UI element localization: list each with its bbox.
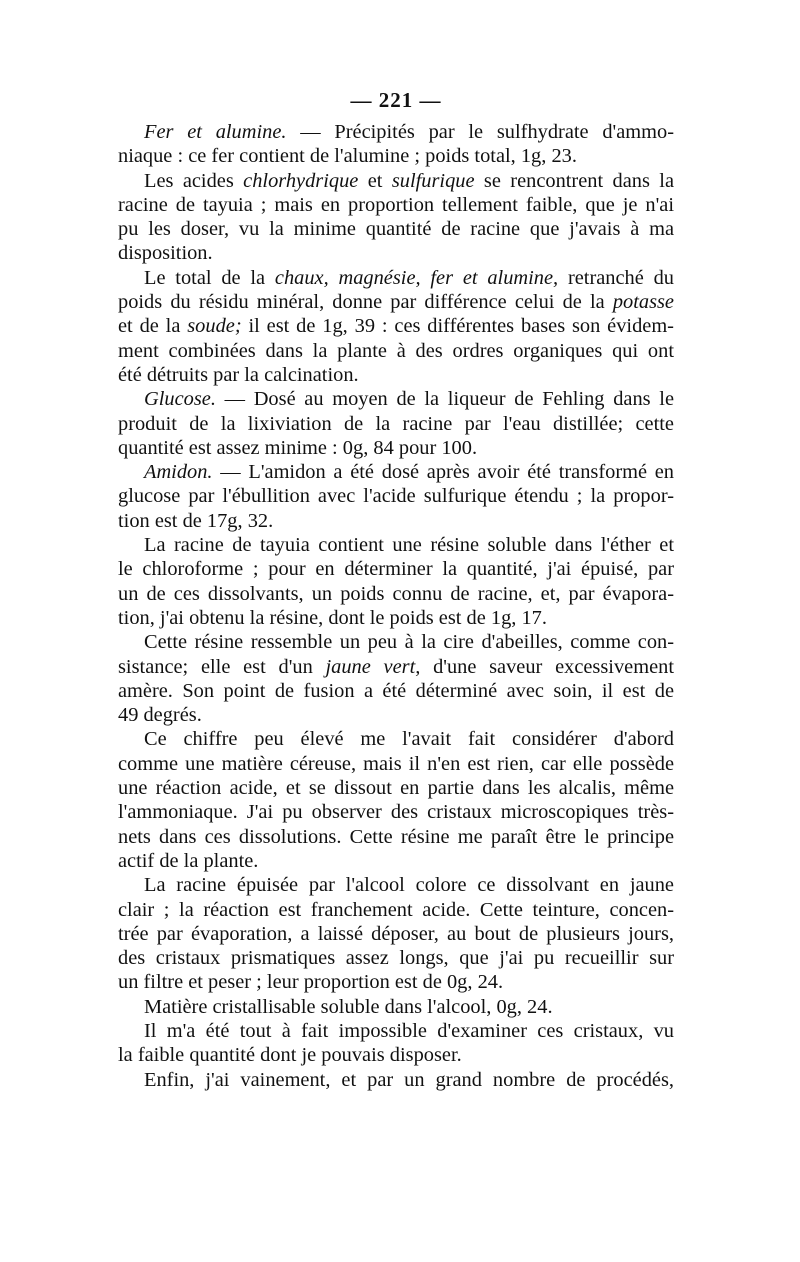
text-line <box>118 679 674 703</box>
text-line <box>118 557 674 581</box>
text-segment: Ce chiffre peu élevé me l'avait fait considérer d'abord <box>144 728 674 751</box>
text-line <box>118 946 674 970</box>
text-segment: l'ammoniaque. J'ai pu observer des cristaux microscopiques très- <box>118 801 674 824</box>
text-line <box>118 873 674 897</box>
text-line <box>118 995 674 1019</box>
text-line <box>118 970 674 994</box>
text-segment: il est de 1g, 39 : ces différentes bases son évidem- <box>241 315 674 338</box>
text-segment: racine de tayuia ; mais en proportion tellement faible, que je n'ai <box>118 193 674 216</box>
text-segment: été détruits par la calcination. <box>118 363 359 386</box>
page-number: — 221 — <box>350 88 442 112</box>
text-segment: quantité est assez minime : 0g, 84 pour 100. <box>118 436 478 459</box>
text-line <box>118 703 674 727</box>
italic-text: chaux, magnésie, fer et alumine, <box>274 266 559 289</box>
text-segment: amère. Son point de fusion a été déterminé avec soin, il est de <box>118 679 674 702</box>
text-segment: niaque : ce fer contient de l'alumine ; poids total, 1g, 23. <box>118 145 577 168</box>
text-line <box>118 339 674 363</box>
text-segment: glucose par l'ébullition avec l'acide sulfurique étendu ; la propor- <box>118 485 674 508</box>
text-segment: disposition. <box>118 242 213 265</box>
text-segment: la faible quantité dont je pouvais disposer. <box>118 1044 462 1067</box>
text-segment: tion est de 17g, 32. <box>118 509 274 532</box>
text-segment: se rencontrent dans la <box>474 169 674 192</box>
text-segment: Matière cristallisable soluble dans l'alcool, 0g, 24. <box>144 995 553 1018</box>
text-segment: Il m'a été tout à fait impossible d'examiner ces cristaux, vu <box>144 1019 674 1042</box>
text-line <box>118 484 674 508</box>
text-segment: tion, j'ai obtenu la résine, dont le poids est de 1g, 17. <box>118 606 547 629</box>
text-line <box>118 314 674 338</box>
italic-text: sulfurique <box>391 169 475 192</box>
text-segment: nets dans ces dissolutions. Cette résine me paraît être le principe <box>118 825 674 848</box>
text-line <box>118 582 674 606</box>
text-line <box>118 217 674 241</box>
text-line <box>118 387 674 411</box>
italic-text: potasse <box>612 291 674 314</box>
text-segment: Cette résine ressemble un peu à la cire d'abeilles, comme con- <box>144 631 674 654</box>
text-segment: et <box>358 169 392 192</box>
text-segment: La racine épuisée par l'alcool colore ce dissolvant en jaune <box>144 874 674 897</box>
italic-text: chlorhydrique <box>243 169 359 192</box>
text-line <box>118 169 674 193</box>
text-line <box>118 120 674 144</box>
text-segment: clair ; la réaction est franchement acide. Cette teinture, concen- <box>118 898 674 921</box>
text-line <box>118 922 674 946</box>
text-line <box>118 630 674 654</box>
text-line <box>118 509 674 533</box>
text-segment: — L'amidon a été dosé après avoir été transformé en <box>212 461 674 484</box>
text-line <box>118 776 674 800</box>
text-segment: le chloroforme ; pour en déterminer la quantité, j'ai épuisé, par <box>118 558 674 581</box>
text-line <box>118 1068 674 1092</box>
book-page <box>118 80 674 1092</box>
text-segment: retranché du <box>558 266 674 289</box>
text-line <box>118 266 674 290</box>
text-segment: un de ces dissolvants, un poids connu de racine, et, par évapora- <box>118 582 674 605</box>
text-line <box>118 1019 674 1043</box>
text-line <box>118 533 674 557</box>
text-line <box>118 825 674 849</box>
italic-text: Glucose. <box>144 388 216 411</box>
text-line <box>118 800 674 824</box>
text-segment: un filtre et peser ; leur proportion est de 0g, 24. <box>118 971 504 994</box>
text-line <box>118 241 674 265</box>
text-segment: pu les doser, vu la minime quantité de racine que j'avais à ma <box>118 218 674 241</box>
text-line <box>118 606 674 630</box>
text-segment: et de la <box>118 315 188 338</box>
body-text <box>118 120 674 1092</box>
text-segment: actif de la plante. <box>118 849 259 872</box>
text-segment: d'une saveur excessivement <box>420 655 674 678</box>
italic-text: soude; <box>187 315 242 338</box>
text-segment: ment combinées dans la plante à des ordres organiques qui ont <box>118 339 674 362</box>
text-line <box>118 752 674 776</box>
text-line <box>118 144 674 168</box>
text-segment: Le total de la <box>144 266 275 289</box>
text-line <box>118 898 674 922</box>
text-segment: Les acides <box>144 169 244 192</box>
text-line <box>118 849 674 873</box>
text-line <box>118 193 674 217</box>
italic-text: jaune vert, <box>325 655 421 678</box>
italic-text: Amidon. <box>144 461 213 484</box>
text-segment: 49 degrés. <box>118 704 202 727</box>
text-segment: des cristaux prismatiques assez longs, que j'ai pu recueillir sur <box>118 947 674 970</box>
text-segment: produit de la lixiviation de la racine par l'eau distillée; cette <box>118 412 674 435</box>
text-segment: Enfin, j'ai vainement, et par un grand nombre de procédés, <box>144 1068 674 1091</box>
text-segment: trée par évaporation, a laissé déposer, au bout de plusieurs jours, <box>118 922 674 945</box>
text-segment: — Précipités par le sulfhydrate d'ammo- <box>286 121 674 143</box>
italic-text: Fer et alumine. <box>144 121 287 143</box>
text-line <box>118 460 674 484</box>
text-segment: comme une matière céreuse, mais il n'en est rien, car elle possède <box>118 752 674 775</box>
text-line <box>118 412 674 436</box>
text-line <box>118 436 674 460</box>
text-segment: La racine de tayuia contient une résine soluble dans l'éther et <box>144 534 674 557</box>
text-line <box>118 655 674 679</box>
text-segment: sistance; elle est d'un <box>118 655 326 678</box>
text-line <box>118 727 674 751</box>
text-segment: poids du résidu minéral, donne par différence celui de la <box>118 291 613 314</box>
text-line <box>118 290 674 314</box>
text-segment: une réaction acide, et se dissout en partie dans les alcalis, même <box>118 777 674 800</box>
text-line <box>118 363 674 387</box>
text-segment: — Dosé au moyen de la liqueur de Fehling dans le <box>215 388 674 411</box>
text-line <box>118 1043 674 1067</box>
